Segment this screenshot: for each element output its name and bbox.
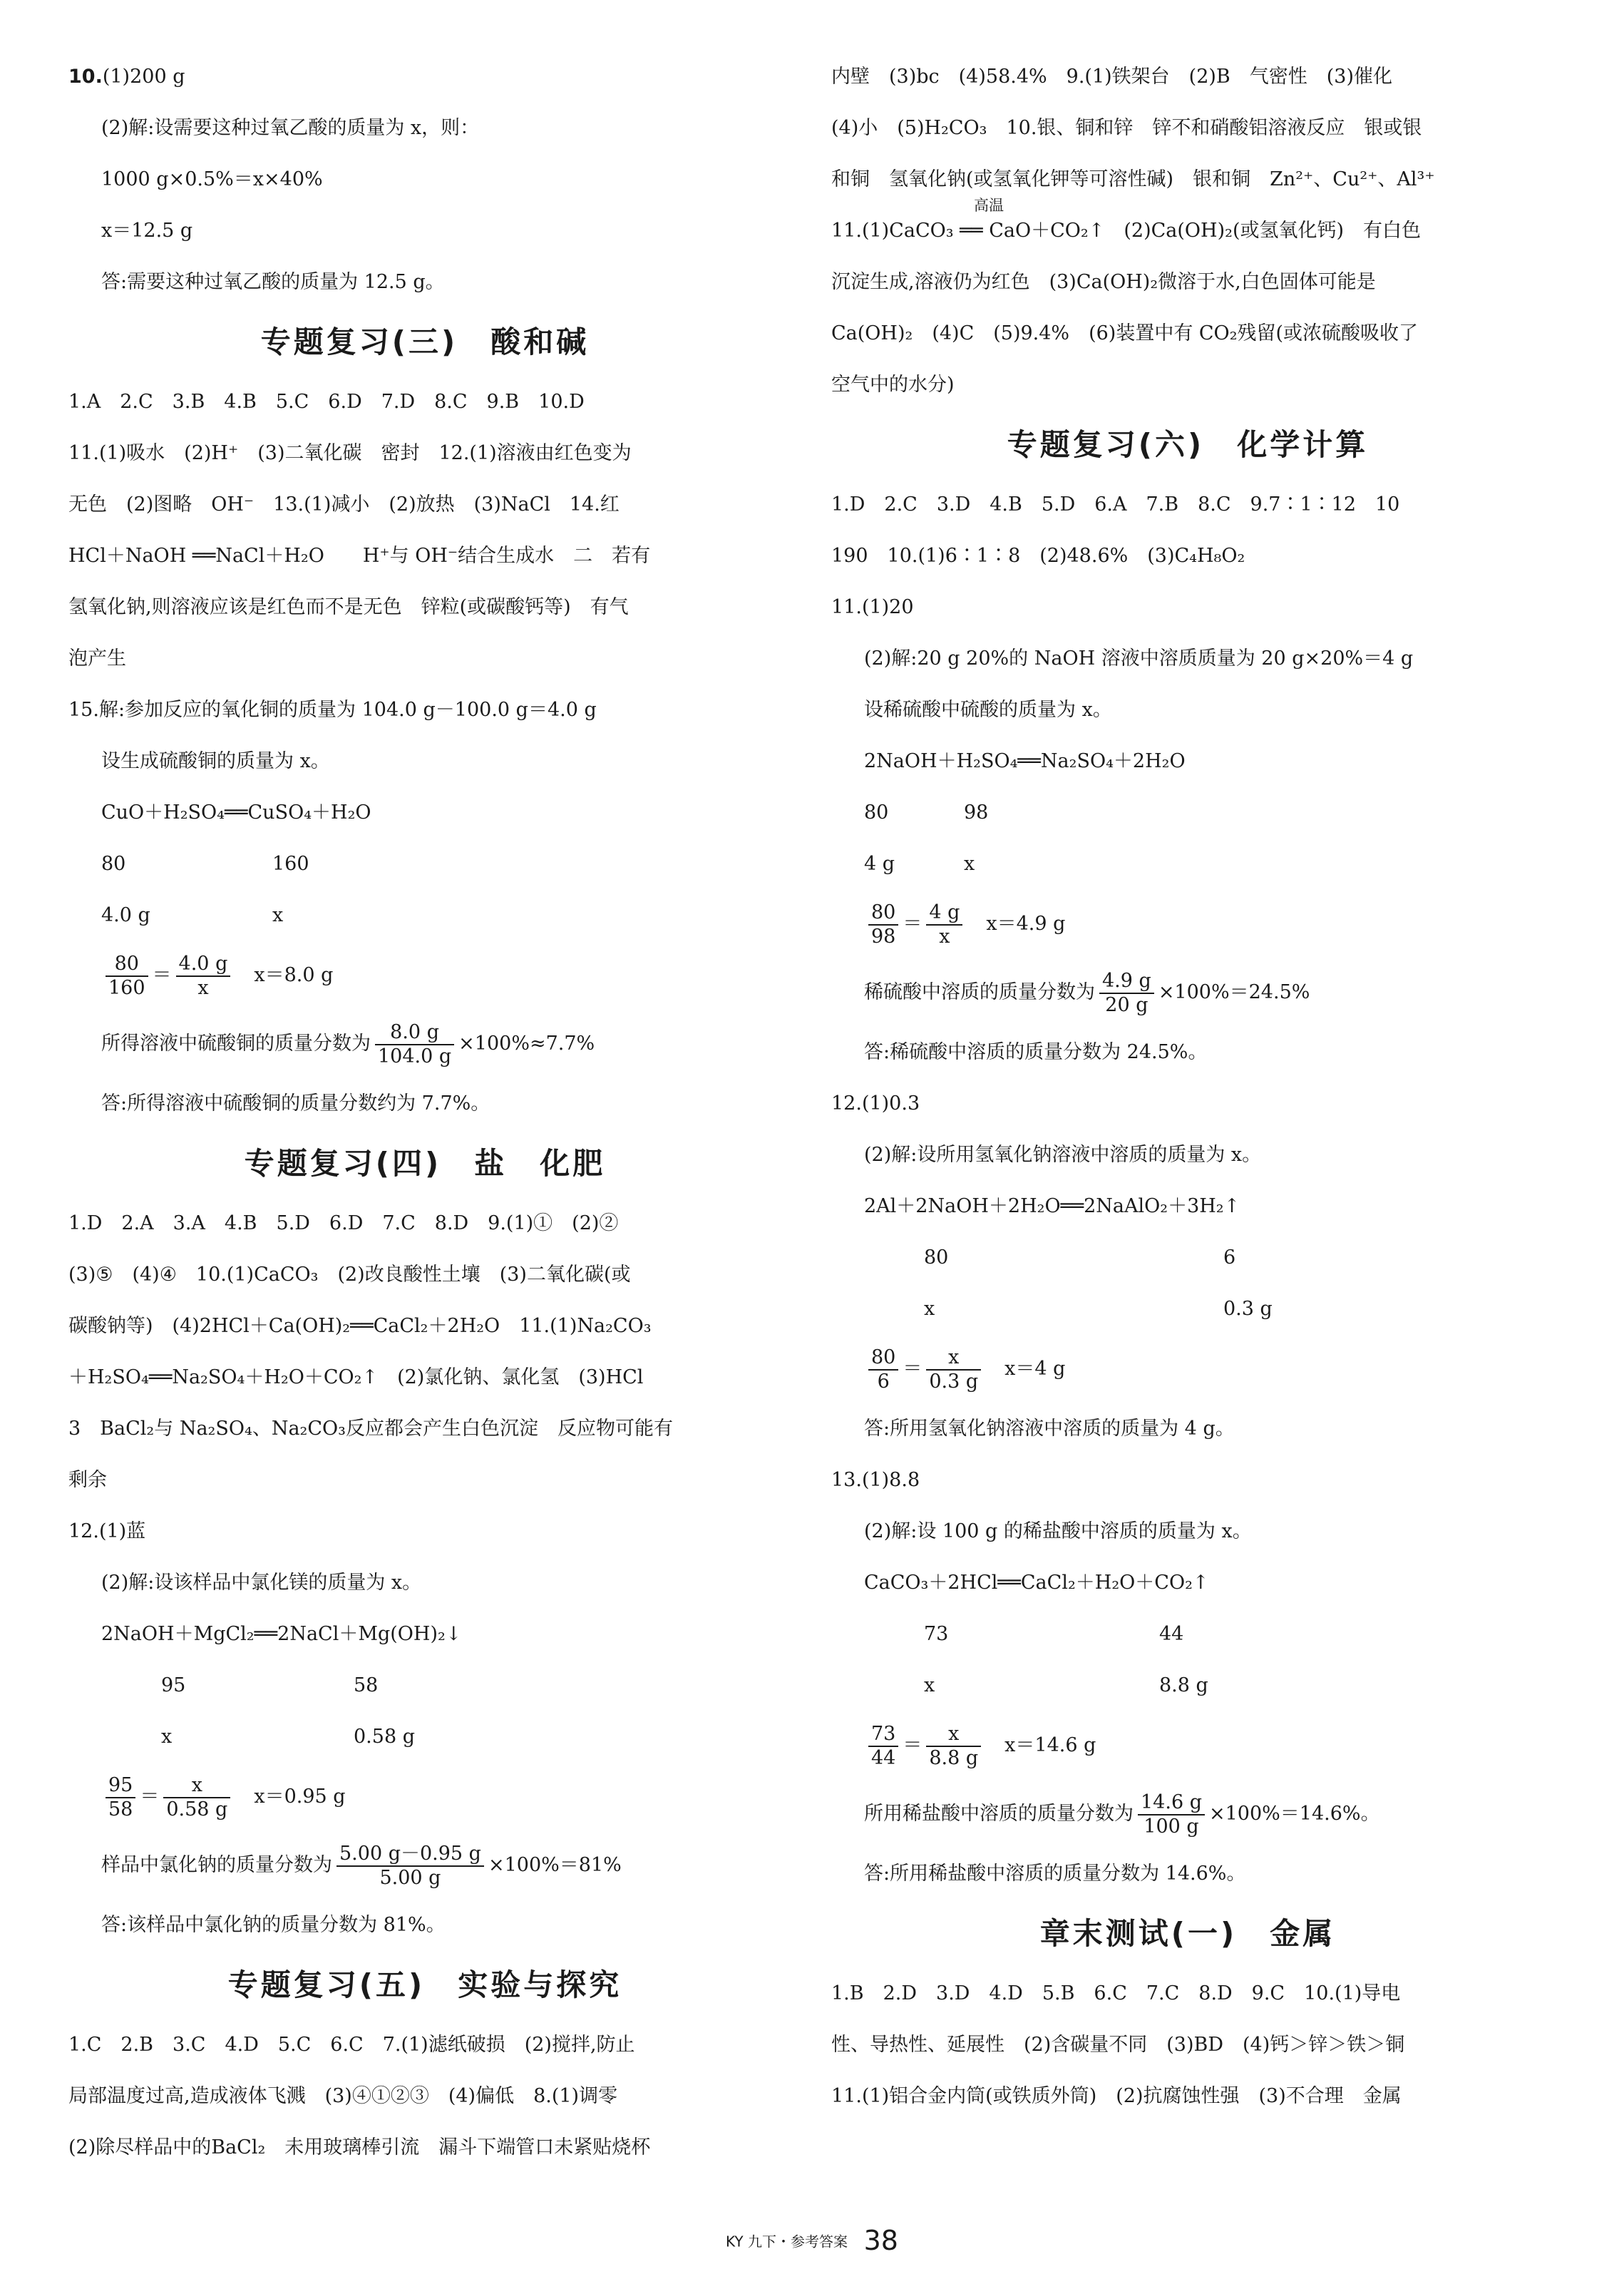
- answer-line: 1.D 2.A 3.A 4.B 5.D 6.D 7.C 8.D 9.(1)① (2)②: [68, 1212, 619, 1234]
- page-footer: [0, 2225, 1624, 2256]
- answer-line: 12.(1)蓝: [68, 1520, 146, 1542]
- ratio-line: x 0.58 g: [161, 1726, 415, 1748]
- answer-line: 泡产生: [68, 647, 126, 670]
- answer-line: 11.(1)20: [831, 596, 914, 618]
- answer-line: (4)小 (5)H₂CO₃ 10.银、铜和锌 锌不和硝酸铝溶液反应 银或银: [831, 117, 1422, 139]
- equation-line: 2NaOH＋MgCl₂══2NaCl＋Mg(OH)₂↓: [101, 1623, 462, 1645]
- left-column: [68, 51, 781, 2173]
- answer-line: 所得溶液中硫酸铜的质量分数为 $\frac{8.0 g}{104.0 g}$ ×100%≈7.7%: [101, 1020, 595, 1067]
- answer-line: 答:所用氢氧化钠溶液中溶质的质量为 4 g。: [864, 1418, 1235, 1440]
- fraction: $\frac{x}{8.8 g}$: [926, 1723, 981, 1770]
- right-column: [831, 51, 1544, 2122]
- fraction: $\frac{80}{98}$: [868, 901, 898, 948]
- answer-line: 11.(1)吸水 (2)H⁺ (3)二氧化碳 密封 12.(1)溶液由红色变为: [68, 442, 632, 464]
- answer-line: 稀硫酸中溶质的质量分数为 $\frac{4.9 g}{20 g}$ ×100%＝24.5%: [864, 969, 1310, 1016]
- fraction: $\frac{5.00 g-0.95 g}{5.00 g}$: [336, 1843, 484, 1890]
- answer-line: 答:所用稀盐酸中溶质的质量分数为 14.6%。: [864, 1863, 1246, 1885]
- answer-line: (3)⑤ (4)④ 10.(1)CaCO₃ (2)改良酸性土壤 (3)二氧化碳(或: [68, 1264, 631, 1286]
- answer-line: 高温 11.(1)CaCO₃ ══ CaO＋CO₂↑ (2)Ca(OH)₂(或氢氧化钙) 有白色: [831, 197, 1422, 242]
- answer-line: 和铜 氢氧化钠(或氢氧化钾等可溶性碱) 银和铜 Zn²⁺、Cu²⁺、Al³⁺: [831, 168, 1435, 190]
- section-title: 章末测试(一) 金属: [1039, 1916, 1336, 1951]
- ratio-line: 73 44: [924, 1623, 1184, 1645]
- answer-line: 3 BaCl₂与 Na₂SO₄、Na₂CO₃反应都会产生白色沉淀 反应物可能有: [68, 1418, 673, 1440]
- section-title: 专题复习(四) 盐 化肥: [244, 1146, 606, 1181]
- answer-line: 1.D 2.C 3.D 4.B 5.D 6.A 7.B 8.C 9.7∶1∶12 10: [831, 493, 1400, 516]
- section-title: 专题复习(五) 实验与探究: [227, 1967, 622, 2002]
- reaction-condition: 高温: [974, 197, 1004, 214]
- answer-line: 答:稀硫酸中溶质的质量分数为 24.5%。: [864, 1041, 1208, 1063]
- answer-line: 氢氧化钠,则溶液应该是红色而不是无色 锌粒(或碳酸钙等) 有气: [68, 596, 629, 618]
- equation-line: CuO＋H₂SO₄══CuSO₄＋H₂O: [101, 801, 371, 824]
- ratio-line: 95 58: [161, 1674, 379, 1696]
- footer-label: KY 九下・参考答案: [726, 2233, 848, 2250]
- ratio-line: 4 g x: [864, 853, 975, 875]
- fraction: $\frac{4 g}{x}$: [926, 901, 962, 948]
- proportion-line: $\frac{80}{6}$ ＝ $\frac{x}{0.3 g}$ x＝4 g: [831, 1335, 1544, 1403]
- answer-line: (2)解:设 100 g 的稀盐酸中溶质的质量为 x。: [864, 1520, 1252, 1542]
- ratio-line: 80 6: [924, 1246, 1236, 1269]
- answer-line: 样品中氯化钠的质量分数为 $\frac{5.00 g-0.95 g}{5.00 g}$ ×100%＝81%: [101, 1842, 622, 1889]
- ratio-line: 4.0 g x: [101, 904, 284, 926]
- answer-line: 所用稀盐酸中溶质的质量分数为 $\frac{14.6 g}{100 g}$ ×100%＝14.6%。: [864, 1791, 1380, 1838]
- section-title: 专题复习(三) 酸和碱: [260, 324, 590, 359]
- fraction: $\frac{8.0 g}{104.0 g}$: [375, 1021, 454, 1068]
- answer-line: (2)解:设需要这种过氧乙酸的质量为 x，则：: [101, 117, 480, 139]
- fraction: $\frac{73}{44}$: [868, 1723, 898, 1770]
- answer-line: 1.C 2.B 3.C 4.D 5.C 6.C 7.(1)滤纸破损 (2)搅拌,防止: [68, 2034, 635, 2056]
- ratio-line: 80 98: [864, 801, 989, 824]
- answer-line: 无色 (2)图略 OH⁻ 13.(1)减小 (2)放热 (3)NaCl 14.红: [68, 493, 620, 516]
- equation-line: 2Al＋2NaOH＋2H₂O══2NaAlO₂＋3H₂↑: [864, 1195, 1240, 1217]
- answer-line: (2)除尽样品中的BaCl₂ 未用玻璃棒引流 漏斗下端管口未紧贴烧杯: [68, 2136, 651, 2158]
- proportion-line: $\frac{80}{98}$ ＝ $\frac{4 g}{x}$ x＝4.9 g: [831, 890, 1544, 958]
- answer-line: (2)解:设所用氢氧化钠溶液中溶质的质量为 x。: [864, 1144, 1262, 1166]
- proportion-line: $\frac{80}{160}$ ＝ $\frac{4.0 g}{x}$ x＝8.0 g: [68, 941, 781, 1010]
- answer-line: 15.解:参加反应的氧化铜的质量为 104.0 g－100.0 g＝4.0 g: [68, 699, 597, 721]
- answer-line: 剩余: [68, 1469, 107, 1491]
- fraction: $\frac{x}{0.3 g}$: [926, 1346, 981, 1393]
- fraction: $\frac{4.9 g}{20 g}$: [1099, 970, 1154, 1017]
- answer-line: HCl＋NaOH ══NaCl＋H₂O H⁺与 OH⁻结合生成水 二 若有: [68, 545, 651, 567]
- fraction: $\frac{80}{6}$: [868, 1346, 898, 1393]
- answer-line: 1.A 2.C 3.B 4.B 5.C 6.D 7.D 8.C 9.B 10.D: [68, 391, 585, 413]
- fraction: $\frac{14.6 g}{100 g}$: [1138, 1791, 1205, 1838]
- answer-line: 1.B 2.D 3.D 4.D 5.B 6.C 7.C 8.D 9.C 10.(1)导电: [831, 1982, 1401, 2004]
- answer-line: (2)解:20 g 20%的 NaOH 溶液中溶质质量为 20 g×20%＝4 g: [864, 647, 1414, 670]
- answer-line: 答:需要这种过氧乙酸的质量为 12.5 g。: [101, 271, 445, 293]
- fraction: $\frac{4.0 g}{x}$: [176, 953, 231, 1000]
- answer-line: 性、导热性、延展性 (2)含碳量不同 (3)BD (4)钙＞锌＞铁＞铜: [831, 2034, 1405, 2056]
- equation-line: CaCO₃＋2HCl══CaCl₂＋H₂O＋CO₂↑: [864, 1572, 1209, 1594]
- proportion-line: $\frac{95}{58}$ ＝ $\frac{x}{0.58 g}$ x＝0.95 g: [68, 1763, 781, 1831]
- fraction: $\frac{95}{58}$: [106, 1774, 135, 1821]
- answer-line: ＋H₂SO₄══Na₂SO₄＋H₂O＋CO₂↑ (2)氯化钠、氯化氢 (3)HCl: [68, 1366, 644, 1388]
- answer-line: 190 10.(1)6∶1∶8 (2)48.6% (3)C₄H₈O₂: [831, 545, 1245, 567]
- answer-line: (2)解:设该样品中氯化镁的质量为 x。: [101, 1572, 422, 1594]
- equation-line: 2NaOH＋H₂SO₄══Na₂SO₄＋2H₂O: [864, 750, 1186, 772]
- page-number: 38: [863, 2225, 898, 2256]
- answer-line: 10.(1)200 g: [68, 66, 185, 88]
- answer-line: 答:所得溶液中硫酸铜的质量分数约为 7.7%。: [101, 1092, 490, 1115]
- answer-line: x＝12.5 g: [101, 220, 193, 242]
- answer-line: 空气中的水分): [831, 374, 955, 396]
- ratio-line: x 0.3 g: [924, 1298, 1273, 1320]
- answer-line: Ca(OH)₂ (4)C (5)9.4% (6)装置中有 CO₂残留(或浓硫酸吸收了: [831, 322, 1419, 344]
- answer-line: 答:该样品中氯化钠的质量分数为 81%。: [101, 1914, 446, 1936]
- ratio-line: 80 160: [101, 853, 309, 875]
- section-title: 专题复习(六) 化学计算: [1007, 427, 1369, 462]
- answer-line: 设稀硫酸中硫酸的质量为 x。: [864, 699, 1112, 721]
- answer-line: 碳酸钠等) (4)2HCl＋Ca(OH)₂══CaCl₂＋2H₂O 11.(1)Na₂CO₃: [68, 1315, 652, 1337]
- fraction: $\frac{80}{160}$: [106, 953, 148, 1000]
- answer-line: 12.(1)0.3: [831, 1092, 920, 1115]
- fraction: $\frac{x}{0.58 g}$: [163, 1774, 230, 1821]
- answer-line: 沉淀生成,溶液仍为红色 (3)Ca(OH)₂微溶于水,白色固体可能是: [831, 271, 1376, 293]
- answer-line: 1000 g×0.5%＝x×40%: [101, 168, 323, 190]
- ratio-line: x 8.8 g: [924, 1674, 1208, 1696]
- answer-line: 局部温度过高,造成液体飞溅 (3)④①②③ (4)偏低 8.(1)调零: [68, 2085, 618, 2107]
- answer-line: 设生成硫酸铜的质量为 x。: [101, 750, 330, 772]
- answer-line: 13.(1)8.8: [831, 1469, 920, 1491]
- answer-line: 11.(1)铝合金内筒(或铁质外筒) (2)抗腐蚀性强 (3)不合理 金属: [831, 2085, 1402, 2107]
- answer-line: 内壁 (3)bc (4)58.4% 9.(1)铁架台 (2)B 气密性 (3)催化: [831, 66, 1393, 88]
- proportion-line: $\frac{73}{44}$ ＝ $\frac{x}{8.8 g}$ x＝14.6 g: [831, 1711, 1544, 1780]
